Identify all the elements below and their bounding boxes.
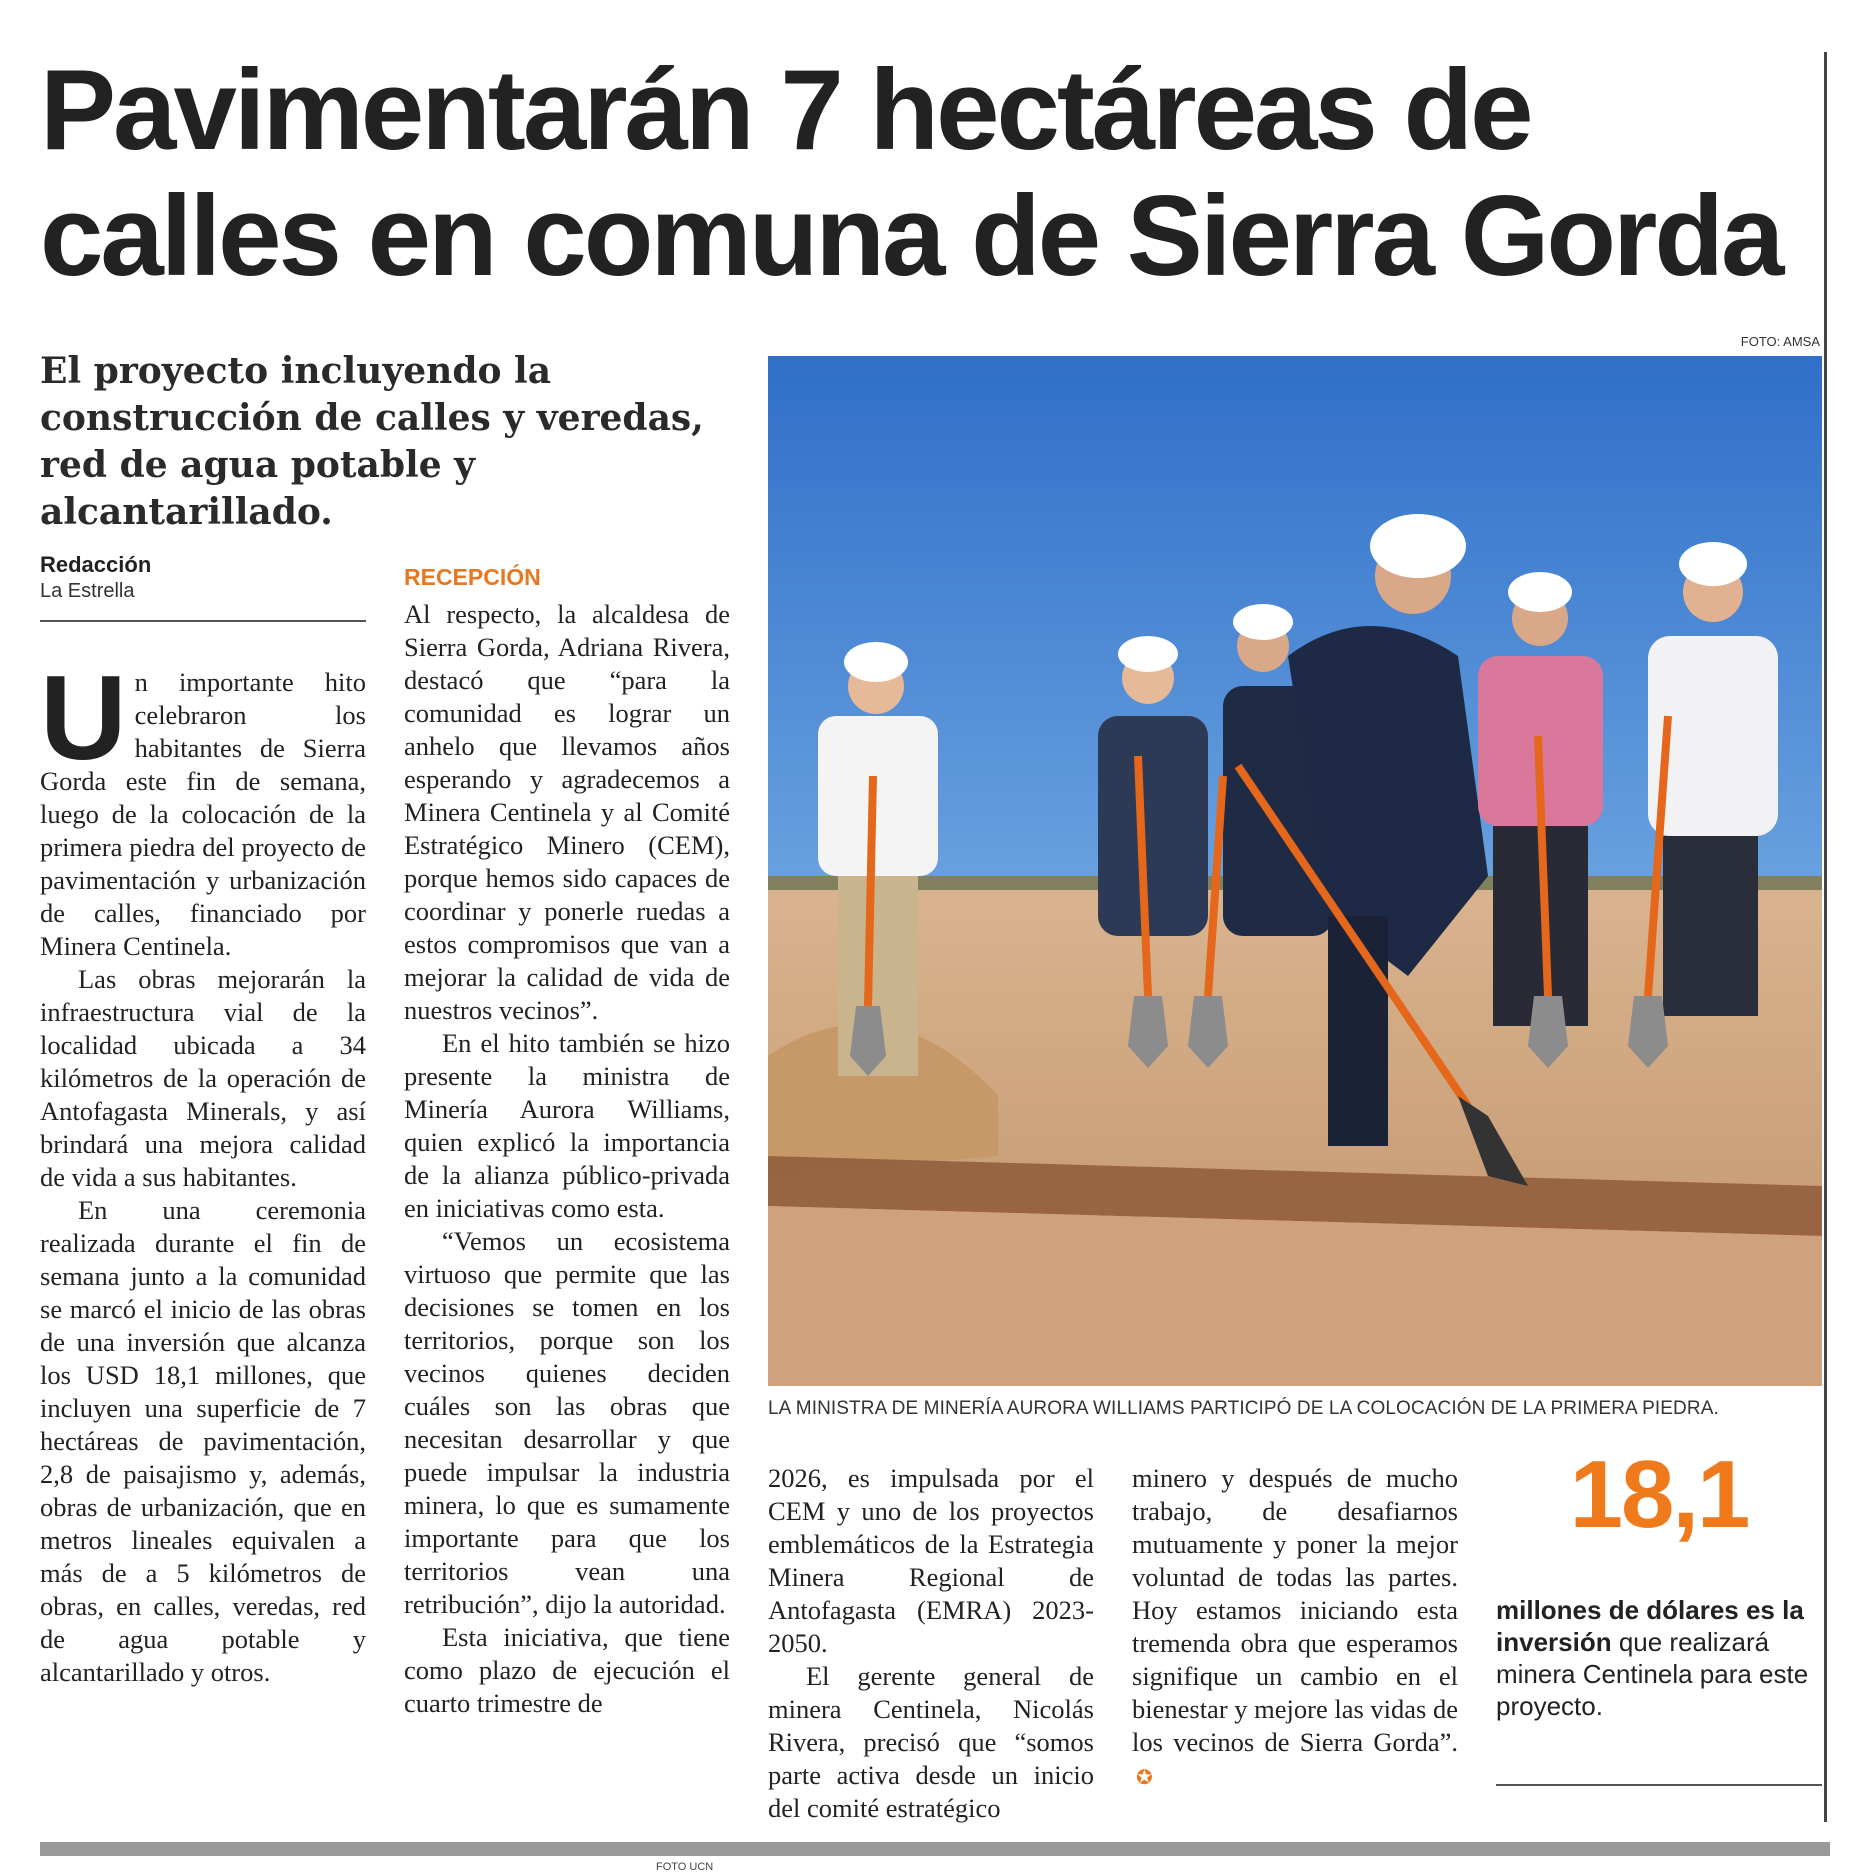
paragraph: En el hito también se hizo presente la ministra de Minería Aurora Williams, quien explicó la importancia de la alianza público-privada en iniciativas como esta. <box>404 1028 730 1223</box>
paragraph: minero y después de mucho trabajo, de desafiarnos mutuamente y poner la mejor voluntad de todas las partes. Hoy estamos iniciando esta tremenda obra que esperamos signifique un cambio en el bienestar y mejore las vidas de los vecinos de Sierra Gorda”.✪ <box>1132 1462 1458 1795</box>
photo-credit: FOTO: AMSA <box>1740 334 1820 349</box>
article-column-3 <box>768 1462 1094 1832</box>
photo-caption: LA MINISTRA DE MINERÍA AURORA WILLIAMS PARTICIPÓ DE LA COLOCACIÓN DE LA PRIMERA PIEDRA. <box>768 1398 1719 1419</box>
factoid-divider <box>1496 1784 1822 1786</box>
subheadline: El proyecto incluyendo la construcción de calles y veredas, red de agua potable y alcantarillado. <box>40 350 704 533</box>
article-column-4 <box>1132 1462 1458 1832</box>
paragraph: 2026, es impulsada por el CEM y uno de los proyectos emblemáticos de la Estrategia Minera Regional de Antofagasta (EMRA) 2023-2050. <box>768 1463 1094 1658</box>
headline: Pavimentarán 7 hectáreas de calles en comuna de Sierra Gorda <box>40 47 1782 300</box>
ceremony-photo <box>768 356 1822 1386</box>
paragraph: El gerente general de minera Centinela, Nicolás Rivera, precisó que “somos parte activa desde un inicio del comité estratégico <box>768 1661 1094 1823</box>
section-label: RECEPCIÓN <box>404 564 541 590</box>
paragraph: Esta iniciativa, que tiene como plazo de ejecución el cuarto trimestre de <box>404 1622 730 1718</box>
factoid-text: millones de dólares es la inversión que realizará minera Centinela para este proyecto. <box>1496 1595 1809 1721</box>
article-column-2 <box>404 598 730 1828</box>
article-column-1 <box>40 651 366 1826</box>
paragraph: Un importante hito celebraron los habitantes de Sierra Gorda este fin de semana, luego de la colocación de la primera piedra del proyecto de pavimentación y urbanización de calles, financiado por Minera Centinela. <box>40 651 366 961</box>
byline-author: Redacción <box>40 552 152 577</box>
page-edge-rule <box>1824 52 1827 1822</box>
paragraph: Al respecto, la alcaldesa de Sierra Gorda, Adriana Rivera, destacó que “para la comunidad es lograr un anhelo que llevamos años esperando y agradecemos a Minera Centinela y al Comité Estratégico Minero (CEM), porque hemos sido capaces de coordinar y ponerle ruedas a estos compromisos que van a mejorar la calidad de vida de nuestros vecinos”. <box>404 599 730 1025</box>
footer-photo-credit: FOTO UCN <box>656 1861 714 1873</box>
end-mark-icon: ✪ <box>1136 1767 1153 1789</box>
paragraph: Las obras mejorarán la infraestructura vial de la localidad ubicada a 34 kilómetros de la operación de Antofagasta Minerals, y así brindará una mejora calidad de vida a sus habitantes. <box>40 964 366 1192</box>
paragraph: En una ceremonia realizada durante el fin de semana junto a la comunidad se marcó el inicio de las obras de una inversión que alcanza los USD 18,1 millones, que incluyen una superficie de 7 hectáreas de pavimentación, 2,8 de paisajismo y, además, obras de urbanización, que en metros lineales equivalen a más de a 5 kilómetros de obras, en calles, veredas, red de agua potable y alcantarillado y otros. <box>40 1195 366 1687</box>
factoid-number: 18,1 <box>1569 1441 1749 1548</box>
byline-outlet: La Estrella <box>40 580 135 602</box>
paragraph: “Vemos un ecosistema virtuoso que permite que las decisiones se tomen en los territorios, porque son los vecinos quienes deciden cuáles son las obras que necesitan desarrollar y que puede impulsar la industria minera, lo que es sumamente importante para que los territorios vean una retribución”, dijo la autoridad. <box>404 1226 730 1619</box>
footer-bar <box>40 1842 1830 1856</box>
drop-cap: U <box>40 651 127 785</box>
byline-divider <box>40 620 366 622</box>
